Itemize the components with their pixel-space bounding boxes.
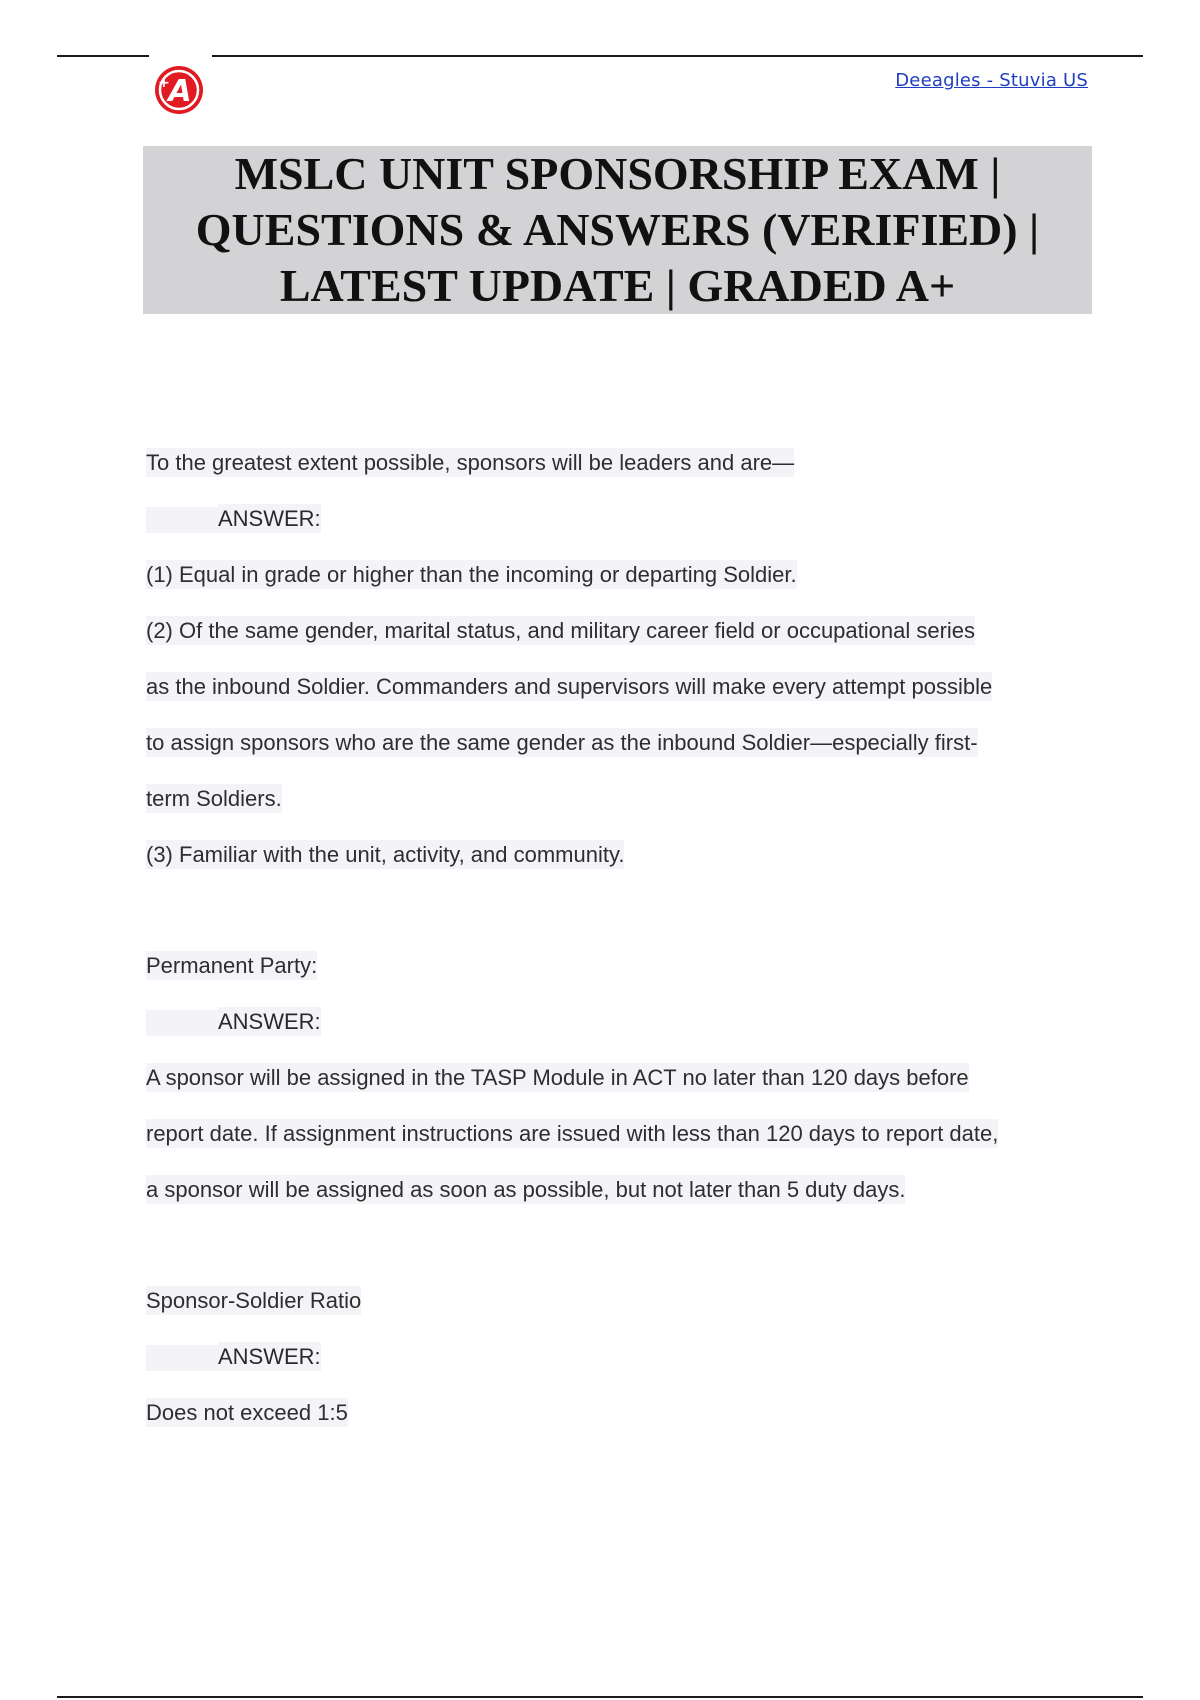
answer-label: ANSWER: — [146, 1342, 1096, 1372]
title-line-2: QUESTIONS & ANSWERS (VERIFIED) | — [195, 204, 1040, 255]
answer-line: a sponsor will be assigned as soon as possible, but not later than 5 duty days. — [146, 1177, 906, 1202]
header-rule-left — [57, 55, 149, 57]
question-text: Sponsor-Soldier Ratio — [146, 1288, 362, 1313]
question-text: Permanent Party: — [146, 953, 318, 978]
question-text: To the greatest extent possible, sponsors will be leaders and are— — [146, 450, 795, 475]
answer-line: (1) Equal in grade or higher than the incoming or departing Soldier. — [146, 562, 797, 587]
qa-content — [146, 448, 1096, 1428]
footer-rule — [57, 1696, 1143, 1698]
answer-label: ANSWER: — [146, 1007, 1096, 1037]
document-title — [143, 146, 1092, 314]
svg-text:A: A — [168, 74, 192, 109]
stuvia-logo-icon — [152, 63, 206, 117]
answer-line: A sponsor will be assigned in the TASP Module in ACT no later than 120 days before — [146, 1065, 969, 1090]
answer-line: Does not exceed 1:5 — [146, 1400, 348, 1425]
title-banner — [143, 146, 1092, 314]
answer-line: report date. If assignment instructions are issued with less than 120 days to report date, — [146, 1121, 999, 1146]
brand-link[interactable]: Deeagles - Stuvia US — [895, 70, 1088, 91]
title-line-1: MSLC UNIT SPONSORSHIP EXAM | — [234, 148, 1001, 199]
answer-line: (2) Of the same gender, marital status, and military career field or occupational series — [146, 618, 976, 643]
svg-text:+: + — [158, 75, 170, 91]
answer-line: term Soldiers. — [146, 786, 282, 811]
header-rule-right — [212, 55, 1143, 57]
title-line-3: LATEST UPDATE | GRADED A+ — [279, 260, 956, 311]
answer-line: as the inbound Soldier. Commanders and supervisors will make every attempt possible — [146, 674, 993, 699]
answer-line: to assign sponsors who are the same gender as the inbound Soldier—especially first- — [146, 730, 978, 755]
answer-label: ANSWER: — [146, 504, 1096, 534]
answer-line: (3) Familiar with the unit, activity, and community. — [146, 842, 625, 867]
